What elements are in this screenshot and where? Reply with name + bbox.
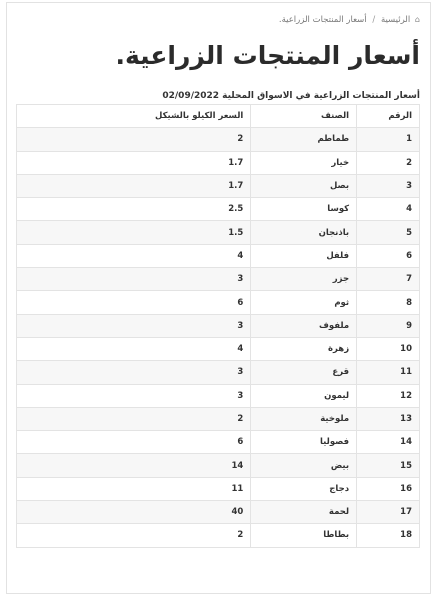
- breadcrumb-current: أسعار المنتجات الزراعية.: [278, 15, 367, 25]
- cell-number: 5: [357, 221, 420, 244]
- cell-price: 2: [17, 407, 251, 430]
- table-row: [17, 151, 420, 174]
- cell-item: ليمون: [251, 384, 357, 407]
- cell-number: 2: [357, 151, 420, 174]
- cell-price: 2: [17, 524, 251, 547]
- cell-price: 4: [17, 337, 251, 360]
- cell-item: طماطم: [251, 128, 357, 151]
- table-row: [17, 244, 420, 267]
- cell-price: 3: [17, 384, 251, 407]
- cell-number: 10: [357, 337, 420, 360]
- table-row: [17, 128, 420, 151]
- table-caption: أسعار المنتجات الزراعية في الاسواق المحلية 02/09/2022: [162, 91, 420, 101]
- header-price: السعر الكيلو بالشيكل: [17, 105, 251, 128]
- cell-price: 1.5: [17, 221, 251, 244]
- cell-item: بيض: [251, 454, 357, 477]
- cell-number: 11: [357, 361, 420, 384]
- cell-price: 6: [17, 431, 251, 454]
- cell-number: 14: [357, 431, 420, 454]
- cell-number: 9: [357, 314, 420, 337]
- cell-price: 40: [17, 501, 251, 524]
- home-icon[interactable]: ⌂: [414, 15, 420, 24]
- cell-price: 2: [17, 128, 251, 151]
- cell-price: 11: [17, 477, 251, 500]
- cell-item: ملوخية: [251, 407, 357, 430]
- cell-item: ملفوف: [251, 314, 357, 337]
- table-row: [17, 454, 420, 477]
- cell-price: 1.7: [17, 151, 251, 174]
- cell-item: باذنجان: [251, 221, 357, 244]
- cell-item: بطاطا: [251, 524, 357, 547]
- cell-price: 6: [17, 291, 251, 314]
- cell-number: 1: [357, 128, 420, 151]
- table-row: [17, 431, 420, 454]
- table-row: [17, 198, 420, 221]
- cell-price: 3: [17, 314, 251, 337]
- cell-number: 6: [357, 244, 420, 267]
- cell-number: 12: [357, 384, 420, 407]
- table-row: [17, 407, 420, 430]
- cell-item: دجاج: [251, 477, 357, 500]
- cell-number: 15: [357, 454, 420, 477]
- breadcrumb-home-link[interactable]: الرئيسية: [380, 15, 411, 25]
- breadcrumb: [279, 15, 420, 25]
- cell-item: بصل: [251, 174, 357, 197]
- cell-item: فلفل: [251, 244, 357, 267]
- cell-item: فصوليا: [251, 431, 357, 454]
- page-title: أسعار المنتجات الزراعية.: [115, 41, 420, 70]
- cell-price: 1.7: [17, 174, 251, 197]
- table-row: [17, 361, 420, 384]
- cell-item: قرع: [251, 361, 357, 384]
- cell-item: زهرة: [251, 337, 357, 360]
- table-row: [17, 268, 420, 291]
- cell-item: ثوم: [251, 291, 357, 314]
- table-row: [17, 384, 420, 407]
- table-row: [17, 501, 420, 524]
- cell-number: 13: [357, 407, 420, 430]
- cell-price: 2.5: [17, 198, 251, 221]
- cell-number: 18: [357, 524, 420, 547]
- table-row: [17, 337, 420, 360]
- prices-table: [16, 104, 420, 548]
- table-row: [17, 291, 420, 314]
- cell-item: جزر: [251, 268, 357, 291]
- table-header-row: [17, 105, 420, 128]
- cell-item: كوسا: [251, 198, 357, 221]
- cell-number: 8: [357, 291, 420, 314]
- breadcrumb-separator: /: [372, 15, 376, 25]
- cell-item: لحمة: [251, 501, 357, 524]
- cell-price: 4: [17, 244, 251, 267]
- page-container: [6, 2, 431, 594]
- cell-price: 14: [17, 454, 251, 477]
- cell-price: 3: [17, 268, 251, 291]
- cell-number: 4: [357, 198, 420, 221]
- cell-number: 16: [357, 477, 420, 500]
- cell-item: خيار: [251, 151, 357, 174]
- table-row: [17, 174, 420, 197]
- cell-price: 3: [17, 361, 251, 384]
- cell-number: 3: [357, 174, 420, 197]
- header-item: الصنف: [251, 105, 357, 128]
- cell-number: 7: [357, 268, 420, 291]
- table-row: [17, 477, 420, 500]
- table-row: [17, 221, 420, 244]
- header-number: الرقم: [357, 105, 420, 128]
- table-row: [17, 314, 420, 337]
- cell-number: 17: [357, 501, 420, 524]
- table-row: [17, 524, 420, 547]
